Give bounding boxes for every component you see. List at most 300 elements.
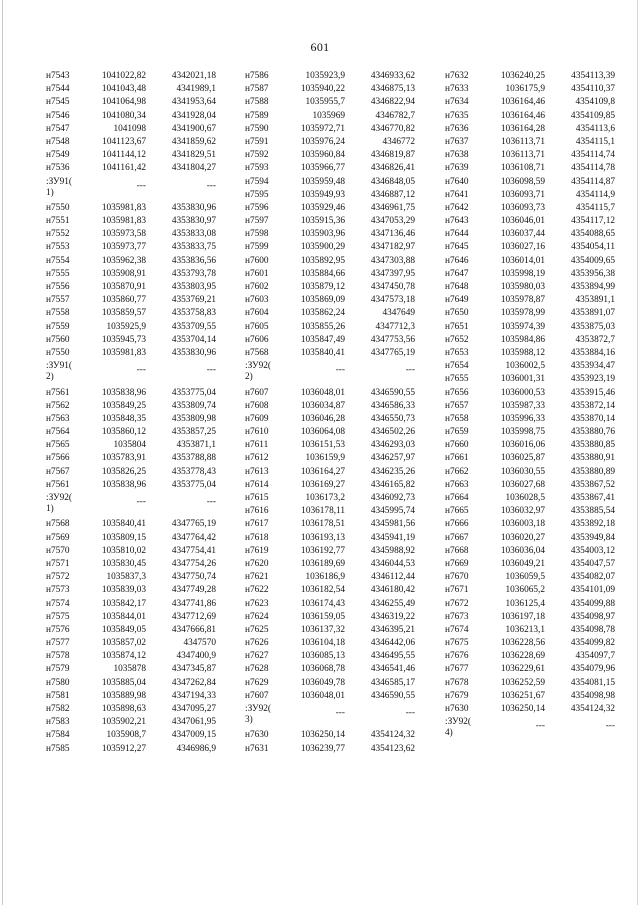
y-coordinate: 4353830,97 bbox=[171, 216, 216, 227]
point-id: н7596 bbox=[245, 202, 269, 213]
point-id: н7568 bbox=[46, 519, 70, 530]
y-coordinate: 4346092,73 bbox=[370, 493, 415, 504]
y-coordinate: 4353836,56 bbox=[171, 255, 216, 266]
x-coordinate: 1035959,48 bbox=[300, 176, 345, 187]
x-coordinate: 1035848,35 bbox=[101, 413, 146, 424]
y-coordinate: 4347009,15 bbox=[171, 730, 216, 741]
x-coordinate: 1035830,45 bbox=[101, 558, 146, 569]
y-coordinate: 4354109,8 bbox=[575, 97, 615, 108]
y-coordinate: 4346495,55 bbox=[370, 651, 415, 662]
y-coordinate: --- bbox=[405, 708, 415, 719]
y-coordinate: 4347397,95 bbox=[370, 268, 415, 279]
point-id: н7615 bbox=[245, 493, 269, 504]
x-coordinate: 1035981,83 bbox=[101, 216, 146, 227]
y-coordinate: 4341989,1 bbox=[176, 84, 216, 95]
point-id: н7654 bbox=[445, 361, 469, 372]
page-number: 601 bbox=[310, 40, 330, 54]
point-id: н7627 bbox=[245, 651, 269, 662]
y-coordinate: 4347345,87 bbox=[171, 664, 216, 675]
point-id: н7600 bbox=[245, 255, 269, 266]
x-coordinate: 1035981,83 bbox=[101, 347, 146, 358]
y-coordinate: 4354115,7 bbox=[575, 202, 615, 213]
x-coordinate: 1036048,01 bbox=[300, 690, 345, 701]
y-coordinate: 4346826,41 bbox=[370, 163, 415, 174]
x-coordinate: 1035949,93 bbox=[300, 189, 345, 200]
point-id: н7651 bbox=[445, 321, 469, 332]
y-coordinate: 4354097,7 bbox=[575, 651, 615, 662]
y-coordinate: 4347573,18 bbox=[370, 295, 415, 306]
x-coordinate: 1036046,28 bbox=[300, 413, 345, 424]
x-coordinate: 1035892,95 bbox=[300, 255, 345, 266]
y-coordinate: 4353872,7 bbox=[575, 334, 615, 345]
point-id: н7607 bbox=[245, 690, 269, 701]
x-coordinate: 1036151,53 bbox=[300, 440, 345, 451]
x-coordinate: 1036027,68 bbox=[500, 479, 545, 490]
point-id: н7616 bbox=[245, 506, 269, 517]
x-coordinate: 1035840,41 bbox=[300, 347, 345, 358]
point-id: н7606 bbox=[245, 334, 269, 345]
x-coordinate: 1035860,12 bbox=[101, 427, 146, 438]
x-coordinate: 1036014,01 bbox=[500, 255, 545, 266]
y-coordinate: 4354101,09 bbox=[570, 585, 615, 596]
y-coordinate: 4341900,67 bbox=[171, 123, 216, 134]
y-coordinate: 4353833,08 bbox=[171, 229, 216, 240]
x-coordinate: 1035804 bbox=[113, 440, 146, 451]
y-coordinate: 4353775,04 bbox=[171, 387, 216, 398]
y-coordinate: 4353709,55 bbox=[171, 321, 216, 332]
x-coordinate: --- bbox=[535, 721, 545, 732]
x-coordinate: 1041064,98 bbox=[101, 97, 146, 108]
point-id: н7612 bbox=[245, 453, 269, 464]
y-coordinate: 4346782,7 bbox=[375, 110, 415, 121]
y-coordinate: 4353871,1 bbox=[176, 440, 216, 451]
point-id: н7614 bbox=[245, 479, 269, 490]
point-id: н7563 bbox=[46, 413, 70, 424]
y-coordinate: 4347136,46 bbox=[370, 229, 415, 240]
point-id: н7611 bbox=[245, 440, 269, 451]
point-id: н7556 bbox=[46, 282, 70, 293]
x-coordinate: 1036197,18 bbox=[500, 611, 545, 622]
point-id: н7599 bbox=[245, 242, 269, 253]
y-coordinate: 4347450,78 bbox=[370, 282, 415, 292]
x-coordinate: 1035998,75 bbox=[500, 427, 545, 438]
x-coordinate: 1036046,01 bbox=[500, 216, 545, 227]
point-id: н7569 bbox=[46, 532, 70, 543]
y-coordinate: 4346887,12 bbox=[370, 189, 415, 200]
point-id: н7674 bbox=[445, 624, 469, 635]
point-id: н7590 bbox=[245, 123, 269, 134]
x-coordinate: 1036034,87 bbox=[300, 400, 345, 411]
point-id: н7607 bbox=[245, 387, 269, 398]
point-id: н7650 bbox=[445, 308, 469, 319]
y-coordinate: 4346165,82 bbox=[370, 479, 415, 490]
x-coordinate: 1035908,7 bbox=[106, 730, 146, 741]
x-coordinate: 1036250,14 bbox=[300, 730, 345, 741]
point-id: н7604 bbox=[245, 308, 269, 319]
point-id: н7677 bbox=[445, 664, 469, 675]
y-coordinate: 4346586,33 bbox=[370, 400, 415, 411]
point-id: н7676 bbox=[445, 651, 469, 662]
x-coordinate: 1035972,71 bbox=[300, 123, 345, 134]
page-edge-right bbox=[637, 0, 638, 905]
x-coordinate: 1041144,12 bbox=[102, 150, 146, 161]
point-id: н7638 bbox=[445, 150, 469, 161]
y-coordinate: 4347753,56 bbox=[370, 334, 415, 345]
y-coordinate: 4353880,89 bbox=[570, 466, 615, 477]
x-coordinate: 1036028,5 bbox=[505, 493, 545, 503]
parcel-label: :ЗУ92( 2) bbox=[245, 361, 271, 383]
y-coordinate: 4347649 bbox=[382, 308, 415, 319]
y-coordinate: 4346550,73 bbox=[370, 413, 415, 424]
x-coordinate: 1035925,9 bbox=[106, 321, 146, 332]
x-coordinate: 1035974,39 bbox=[500, 321, 545, 332]
point-id: н7546 bbox=[46, 110, 70, 121]
x-coordinate: 1035915,36 bbox=[300, 216, 345, 227]
y-coordinate: 4346590,55 bbox=[370, 387, 415, 398]
x-coordinate: 1035987,33 bbox=[500, 400, 545, 411]
point-id: н7622 bbox=[245, 585, 269, 596]
point-id: н7559 bbox=[46, 321, 70, 332]
x-coordinate: 1036164,46 bbox=[500, 97, 545, 108]
y-coordinate: 4354009,65 bbox=[570, 255, 615, 266]
parcel-label: :ЗУ91( 1) bbox=[46, 176, 72, 198]
y-coordinate: 4346044,53 bbox=[370, 558, 415, 569]
x-coordinate: 1035884,66 bbox=[300, 268, 345, 279]
point-id: н7585 bbox=[46, 743, 70, 754]
x-coordinate: 1036178,51 bbox=[300, 519, 345, 530]
y-coordinate: 4347666,81 bbox=[171, 624, 216, 635]
x-coordinate: 1036178,11 bbox=[301, 506, 345, 517]
point-id: н7656 bbox=[445, 387, 469, 398]
x-coordinate: 1035889,98 bbox=[101, 690, 146, 701]
y-coordinate: 4353778,43 bbox=[171, 466, 216, 477]
x-coordinate: 1035969 bbox=[312, 110, 345, 121]
y-coordinate: 4346502,26 bbox=[370, 427, 415, 438]
point-id: н7591 bbox=[245, 136, 269, 147]
x-coordinate: 1036125,4 bbox=[505, 598, 545, 609]
point-id: н7543 bbox=[46, 71, 70, 81]
point-id: н7666 bbox=[445, 519, 469, 530]
x-coordinate: 1041080,34 bbox=[101, 110, 146, 121]
point-id: н7624 bbox=[245, 611, 269, 622]
y-coordinate: --- bbox=[605, 721, 615, 732]
point-id: н7630 bbox=[445, 704, 469, 714]
point-id: н7678 bbox=[445, 677, 469, 688]
point-id: н7644 bbox=[445, 229, 469, 240]
x-coordinate: 1036027,16 bbox=[500, 242, 545, 253]
x-coordinate: 1041161,42 bbox=[102, 163, 146, 174]
x-coordinate: 1035809,15 bbox=[101, 532, 146, 543]
y-coordinate: 4354054,11 bbox=[571, 242, 615, 253]
point-id: н7592 bbox=[245, 150, 269, 161]
x-coordinate: 1035855,26 bbox=[300, 321, 345, 332]
x-coordinate: 1035783,91 bbox=[101, 453, 146, 464]
x-coordinate: 1035838,96 bbox=[101, 387, 146, 398]
point-id: н7567 bbox=[46, 466, 70, 477]
point-id: н7663 bbox=[445, 479, 469, 490]
x-coordinate: 1035879,12 bbox=[300, 282, 345, 292]
x-coordinate: 1035962,38 bbox=[101, 255, 146, 266]
point-id: н7545 bbox=[46, 97, 70, 108]
point-id: н7657 bbox=[445, 400, 469, 411]
y-coordinate: 4346822,94 bbox=[370, 97, 415, 108]
y-coordinate: 4353872,14 bbox=[570, 400, 615, 411]
y-coordinate: 4354099,82 bbox=[570, 638, 615, 649]
point-id: н7617 bbox=[245, 519, 269, 530]
point-id: н7588 bbox=[245, 97, 269, 108]
y-coordinate: 4354088,65 bbox=[570, 229, 615, 240]
y-coordinate: 4354113,6 bbox=[575, 123, 615, 134]
point-id: н7580 bbox=[46, 677, 70, 688]
y-coordinate: 4353880,91 bbox=[570, 453, 615, 464]
x-coordinate: 1036159,9 bbox=[305, 453, 345, 464]
x-coordinate: 1036182,54 bbox=[300, 585, 345, 596]
point-id: н7581 bbox=[46, 690, 70, 701]
y-coordinate: 4353704,14 bbox=[171, 334, 216, 345]
y-coordinate: 4353884,16 bbox=[570, 347, 615, 358]
y-coordinate: 4353857,25 bbox=[171, 427, 216, 438]
point-id: н7583 bbox=[46, 717, 70, 728]
y-coordinate: 4354098,97 bbox=[570, 611, 615, 622]
x-coordinate: 1036240,25 bbox=[500, 71, 545, 81]
point-id: н7554 bbox=[46, 255, 70, 266]
point-id: н7548 bbox=[46, 136, 70, 147]
point-id: н7664 bbox=[445, 493, 469, 503]
x-coordinate: 1035976,24 bbox=[300, 136, 345, 147]
x-coordinate: 1036213,1 bbox=[505, 624, 545, 635]
point-id: н7639 bbox=[445, 163, 469, 174]
x-coordinate: 1035838,96 bbox=[101, 479, 146, 490]
point-id: н7572 bbox=[46, 572, 70, 583]
x-coordinate: --- bbox=[335, 708, 345, 719]
y-coordinate: 4353870,14 bbox=[570, 413, 615, 424]
x-coordinate: 1035945,73 bbox=[101, 334, 146, 345]
x-coordinate: 1036059,5 bbox=[505, 572, 545, 583]
x-coordinate: --- bbox=[136, 497, 146, 508]
y-coordinate: 4353803,95 bbox=[171, 282, 216, 293]
point-id: н7601 bbox=[245, 268, 269, 279]
x-coordinate: 1036137,32 bbox=[300, 624, 345, 635]
point-id: н7579 bbox=[46, 664, 70, 675]
y-coordinate: 4347764,42 bbox=[171, 532, 216, 543]
y-coordinate: 4354114,87 bbox=[571, 176, 615, 187]
x-coordinate: 1036189,69 bbox=[300, 558, 345, 569]
point-id: н7550 bbox=[46, 347, 70, 358]
y-coordinate: 4347754,41 bbox=[171, 545, 216, 556]
x-coordinate: 1035826,25 bbox=[101, 466, 146, 477]
y-coordinate: 4347570 bbox=[183, 638, 216, 649]
x-coordinate: --- bbox=[335, 365, 345, 376]
point-id: н7643 bbox=[445, 216, 469, 227]
point-id: н7673 bbox=[445, 611, 469, 622]
y-coordinate: 4347712,69 bbox=[171, 611, 216, 622]
point-id: н7675 bbox=[445, 638, 469, 649]
x-coordinate: 1035842,17 bbox=[101, 598, 146, 609]
point-id: н7576 bbox=[46, 624, 70, 635]
y-coordinate: 4354082,07 bbox=[570, 572, 615, 583]
x-coordinate: 1036049,21 bbox=[500, 558, 545, 569]
y-coordinate: 4353867,41 bbox=[570, 493, 615, 503]
x-coordinate: 1036016,06 bbox=[500, 440, 545, 451]
y-coordinate: 4341953,64 bbox=[171, 97, 216, 108]
y-coordinate: 4353830,96 bbox=[171, 202, 216, 213]
y-coordinate: 4346770,82 bbox=[370, 123, 415, 134]
point-id: н7630 bbox=[245, 730, 269, 741]
point-id: н7621 bbox=[245, 572, 269, 583]
x-coordinate: 1036250,14 bbox=[500, 704, 545, 714]
x-coordinate: 1036001,31 bbox=[500, 374, 545, 385]
y-coordinate: 4346257,97 bbox=[370, 453, 415, 464]
point-id: н7549 bbox=[46, 150, 70, 161]
x-coordinate: 1036193,13 bbox=[300, 532, 345, 543]
point-id: н7570 bbox=[46, 545, 70, 556]
y-coordinate: 4354079,96 bbox=[570, 664, 615, 675]
point-id: н7551 bbox=[46, 216, 70, 227]
y-coordinate: 4347754,26 bbox=[171, 558, 216, 569]
y-coordinate: 4345988,92 bbox=[370, 545, 415, 556]
x-coordinate: 1036048,01 bbox=[300, 387, 345, 398]
y-coordinate: 4353758,83 bbox=[171, 308, 216, 319]
x-coordinate: 1036169,27 bbox=[300, 479, 345, 490]
x-coordinate: 1036108,71 bbox=[500, 163, 545, 174]
x-coordinate: 1035840,41 bbox=[101, 519, 146, 530]
y-coordinate: 4347053,29 bbox=[370, 216, 415, 227]
page-edge-left bbox=[2, 0, 3, 905]
x-coordinate: 1036065,2 bbox=[505, 585, 545, 596]
point-id: н7671 bbox=[445, 585, 469, 596]
point-id: н7544 bbox=[46, 84, 70, 95]
x-coordinate: 1035908,91 bbox=[101, 268, 146, 279]
point-id: н7562 bbox=[46, 400, 70, 411]
x-coordinate: 1035869,09 bbox=[300, 295, 345, 306]
x-coordinate: 1035940,22 bbox=[300, 84, 345, 95]
y-coordinate: 4347194,33 bbox=[171, 690, 216, 701]
point-id: н7561 bbox=[46, 479, 70, 490]
y-coordinate: 4346319,22 bbox=[370, 611, 415, 622]
x-coordinate: 1035847,49 bbox=[300, 334, 345, 345]
point-id: н7620 bbox=[245, 558, 269, 569]
y-coordinate: 4347400,9 bbox=[176, 651, 216, 662]
x-coordinate: 1035978,87 bbox=[500, 295, 545, 306]
x-coordinate: 1036030,55 bbox=[500, 466, 545, 477]
point-id: н7679 bbox=[445, 690, 469, 701]
point-id: н7555 bbox=[46, 268, 70, 279]
y-coordinate: 4353892,18 bbox=[570, 519, 615, 530]
x-coordinate: 1036192,77 bbox=[300, 545, 345, 556]
y-coordinate: --- bbox=[206, 365, 216, 376]
x-coordinate: 1036093,73 bbox=[500, 202, 545, 213]
y-coordinate: 4353880,76 bbox=[570, 427, 615, 438]
x-coordinate: 1035998,19 bbox=[500, 268, 545, 279]
x-coordinate: 1036036,04 bbox=[500, 545, 545, 556]
point-id: н7582 bbox=[46, 704, 70, 715]
y-coordinate: 4353934,47 bbox=[570, 361, 615, 372]
point-id: н7603 bbox=[245, 295, 269, 306]
x-coordinate: 1036085,13 bbox=[300, 651, 345, 662]
point-id: н7560 bbox=[46, 334, 70, 345]
x-coordinate: 1036113,71 bbox=[501, 150, 545, 161]
y-coordinate: 4347712,3 bbox=[375, 321, 415, 332]
point-id: н7665 bbox=[445, 506, 469, 517]
x-coordinate: 1035837,3 bbox=[106, 572, 146, 583]
point-id: н7598 bbox=[245, 229, 269, 240]
y-coordinate: 4347095,27 bbox=[171, 704, 216, 715]
y-coordinate: 4354115,1 bbox=[575, 136, 615, 147]
y-coordinate: 4353809,98 bbox=[171, 413, 216, 424]
y-coordinate: 4354113,39 bbox=[571, 71, 615, 81]
point-id: н7625 bbox=[245, 624, 269, 635]
x-coordinate: 1036002,5 bbox=[505, 361, 545, 372]
y-coordinate: 4354047,57 bbox=[570, 558, 615, 569]
y-coordinate: 4346235,26 bbox=[370, 466, 415, 477]
parcel-label: :ЗУ92( 4) bbox=[445, 717, 471, 739]
y-coordinate: 4346395,21 bbox=[370, 624, 415, 635]
x-coordinate: 1035860,77 bbox=[101, 295, 146, 306]
y-coordinate: 4347303,88 bbox=[370, 255, 415, 266]
point-id: н7669 bbox=[445, 558, 469, 569]
y-coordinate: 4346933,62 bbox=[370, 71, 415, 81]
y-coordinate: 4354081,15 bbox=[570, 677, 615, 688]
parcel-label: :ЗУ91( 2) bbox=[46, 361, 72, 383]
point-id: н7619 bbox=[245, 545, 269, 556]
point-id: н7635 bbox=[445, 110, 469, 121]
x-coordinate: 1035981,83 bbox=[101, 202, 146, 213]
y-coordinate: --- bbox=[206, 497, 216, 508]
x-coordinate: 1035955,7 bbox=[305, 97, 345, 108]
x-coordinate: 1035849,25 bbox=[101, 400, 146, 411]
y-coordinate: 4353793,78 bbox=[171, 268, 216, 279]
point-id: н7578 bbox=[46, 651, 70, 662]
point-id: н7629 bbox=[245, 677, 269, 688]
x-coordinate: 1036003,18 bbox=[500, 519, 545, 530]
y-coordinate: 4345995,74 bbox=[370, 506, 415, 517]
x-coordinate: 1035885,04 bbox=[101, 677, 146, 688]
y-coordinate: 4353915,46 bbox=[570, 387, 615, 398]
point-id: н7626 bbox=[245, 638, 269, 649]
point-id: н7632 bbox=[445, 71, 469, 81]
x-coordinate: 1036000,53 bbox=[500, 387, 545, 398]
y-coordinate: 4353875,03 bbox=[570, 321, 615, 332]
point-id: н7536 bbox=[46, 163, 70, 174]
point-id: н7552 bbox=[46, 229, 70, 240]
y-coordinate: 4346585,17 bbox=[370, 677, 415, 688]
point-id: н7662 bbox=[445, 466, 469, 477]
x-coordinate: 1036175,9 bbox=[505, 84, 545, 95]
y-coordinate: 4346875,13 bbox=[370, 84, 415, 95]
y-coordinate: 4347061,95 bbox=[171, 717, 216, 728]
y-coordinate: 4346819,87 bbox=[370, 150, 415, 161]
x-coordinate: 1036037,44 bbox=[500, 229, 545, 240]
y-coordinate: 4353894,99 bbox=[570, 282, 615, 292]
x-coordinate: 1035810,02 bbox=[101, 545, 146, 556]
y-coordinate: 4354109,85 bbox=[570, 110, 615, 121]
y-coordinate: 4353769,21 bbox=[171, 295, 216, 306]
x-coordinate: 1035844,01 bbox=[101, 611, 146, 622]
y-coordinate: 4347765,19 bbox=[370, 347, 415, 358]
y-coordinate: 4354099,88 bbox=[570, 598, 615, 609]
parcel-label: :ЗУ92( 3) bbox=[245, 704, 271, 726]
point-id: н7658 bbox=[445, 413, 469, 424]
point-id: н7565 bbox=[46, 440, 70, 451]
y-coordinate: 4346293,03 bbox=[370, 440, 415, 451]
x-coordinate: 1036093,71 bbox=[500, 189, 545, 200]
x-coordinate: 1041123,67 bbox=[102, 136, 146, 147]
y-coordinate: 4347749,28 bbox=[171, 585, 216, 596]
x-coordinate: 1035849,05 bbox=[101, 624, 146, 635]
point-id: н7586 bbox=[245, 71, 269, 81]
x-coordinate: 1036164,46 bbox=[500, 110, 545, 121]
y-coordinate: 4353949,84 bbox=[570, 532, 615, 543]
